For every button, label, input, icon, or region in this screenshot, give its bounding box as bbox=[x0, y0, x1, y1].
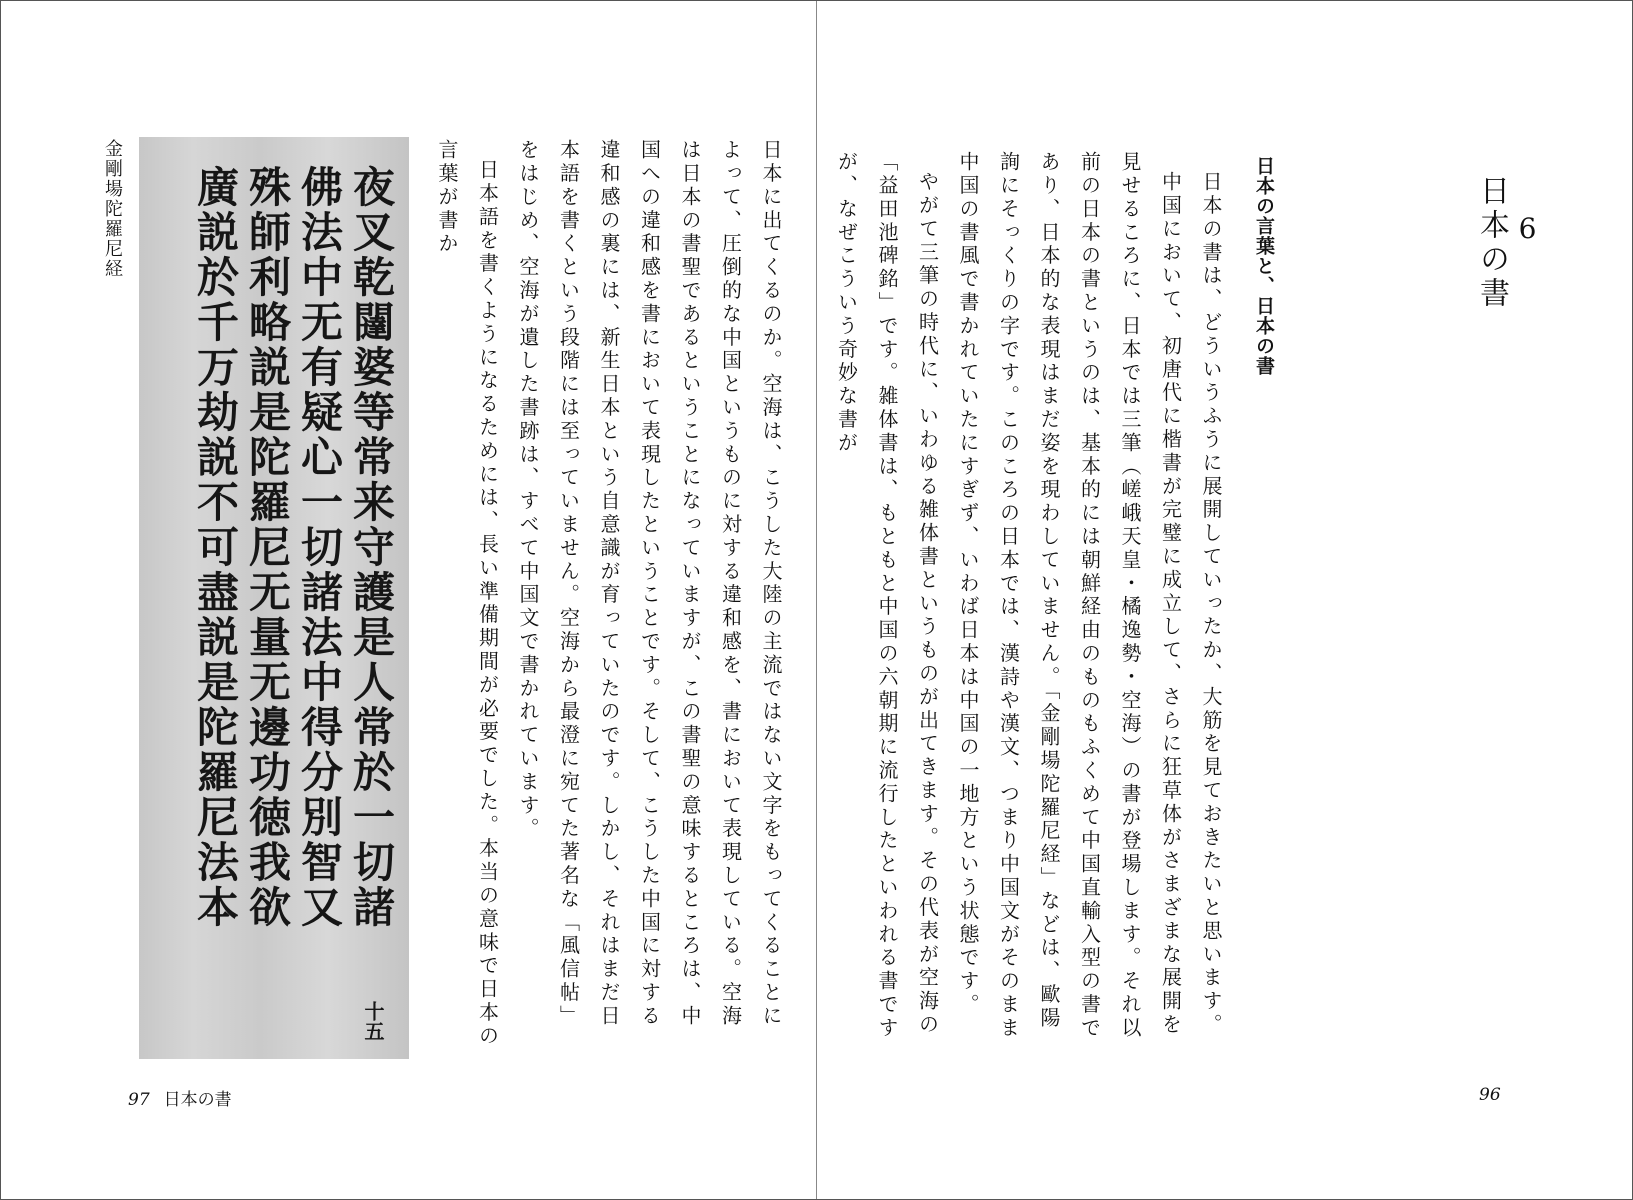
page-number-left: 97 bbox=[128, 1090, 150, 1110]
calligraphy-column: 夜叉乾闥婆等常来守護是人常於一切諸 bbox=[347, 165, 396, 930]
left-page-body bbox=[435, 139, 791, 1051]
page-number-right: 96 bbox=[1479, 1085, 1501, 1105]
page-gutter bbox=[816, 1, 817, 1199]
calligraphy-plate bbox=[139, 137, 409, 1059]
calligraphy-column: 佛法中无有疑心一切諸法中得分別智又 bbox=[295, 165, 344, 930]
paragraph: やがて三筆の時代に、いわゆる雑体書というものが出てきます。その代表が空海の「益田池碑銘」です。雑体書は、もともと中国の六朝期に流行したといわれる書ですが、なぜこういう奇妙な書が bbox=[834, 151, 940, 1041]
chapter-title: 日本の書 bbox=[1474, 175, 1509, 311]
right-page-body bbox=[834, 151, 1231, 1051]
running-head: 日本の書 bbox=[163, 1090, 232, 1110]
plate-sheet-number: 十五 bbox=[361, 1001, 385, 1041]
paragraph: 日本語を書くようになるためには、長い準備期間が必要でした。本当の意味で日本の言葉が書か bbox=[435, 139, 500, 1049]
paragraph: 日本に出てくるのか。空海は、こうした大陸の主流ではない文字をもってくることによって、圧倒的な中国というものに対する違和感を、書において表現している。空海は日本の書聖であるということになっていますが、この書聖の意味するところは、中国への違和感を書において表現したということです。そして、こうした中国に対する違和感の裏には、新生日本という自意識が育っていたのです。しかし、それはまだ日本語を書くという段階には至っていません。空海から最澄に宛てた著名な「風信帖」をはじめ、空海が遺した書跡は、すべて中国文で書かれています。 bbox=[516, 139, 783, 1029]
chapter-header bbox=[1474, 133, 1544, 353]
folio-left bbox=[128, 1085, 232, 1110]
calligraphy-text bbox=[189, 165, 397, 1045]
paragraph: 日本の書は、どういうふうに展開していったか、大筋を見ておきたいと思います。 bbox=[1199, 171, 1223, 1037]
plate-caption: 金剛場陀羅尼経 bbox=[102, 139, 123, 279]
calligraphy-column: 廣説於千万劫説不可盡説是陀羅尼法本 bbox=[191, 165, 240, 930]
calligraphy-column: 殊師利略説是陀羅尼无量无邊功徳我欲 bbox=[243, 165, 292, 930]
section-heading: 日本の言葉と、日本の書 bbox=[1253, 156, 1275, 376]
chapter-number: 6 bbox=[1511, 211, 1544, 245]
paragraph: 中国において、初唐代に楷書が完璧に成立して、さらに狂草体がさまざまな展開を見せるころに、日本では三筆（嵯峨天皇・橘逸勢・空海）の書が登場します。それ以前の日本の書というのは、基本的には朝鮮経由のものもふくめて中国直輸入型の書であり、日本的な表現はまだ姿を現わしていません。「金剛場陀羅尼経」などは、歐陽詢にそっくりの字です。このころの日本では、漢詩や漢文、つまり中国文がそのまま中国の書風で書かれていたにすぎず、いわば日本は中国の一地方という状態です。 bbox=[956, 151, 1183, 1041]
